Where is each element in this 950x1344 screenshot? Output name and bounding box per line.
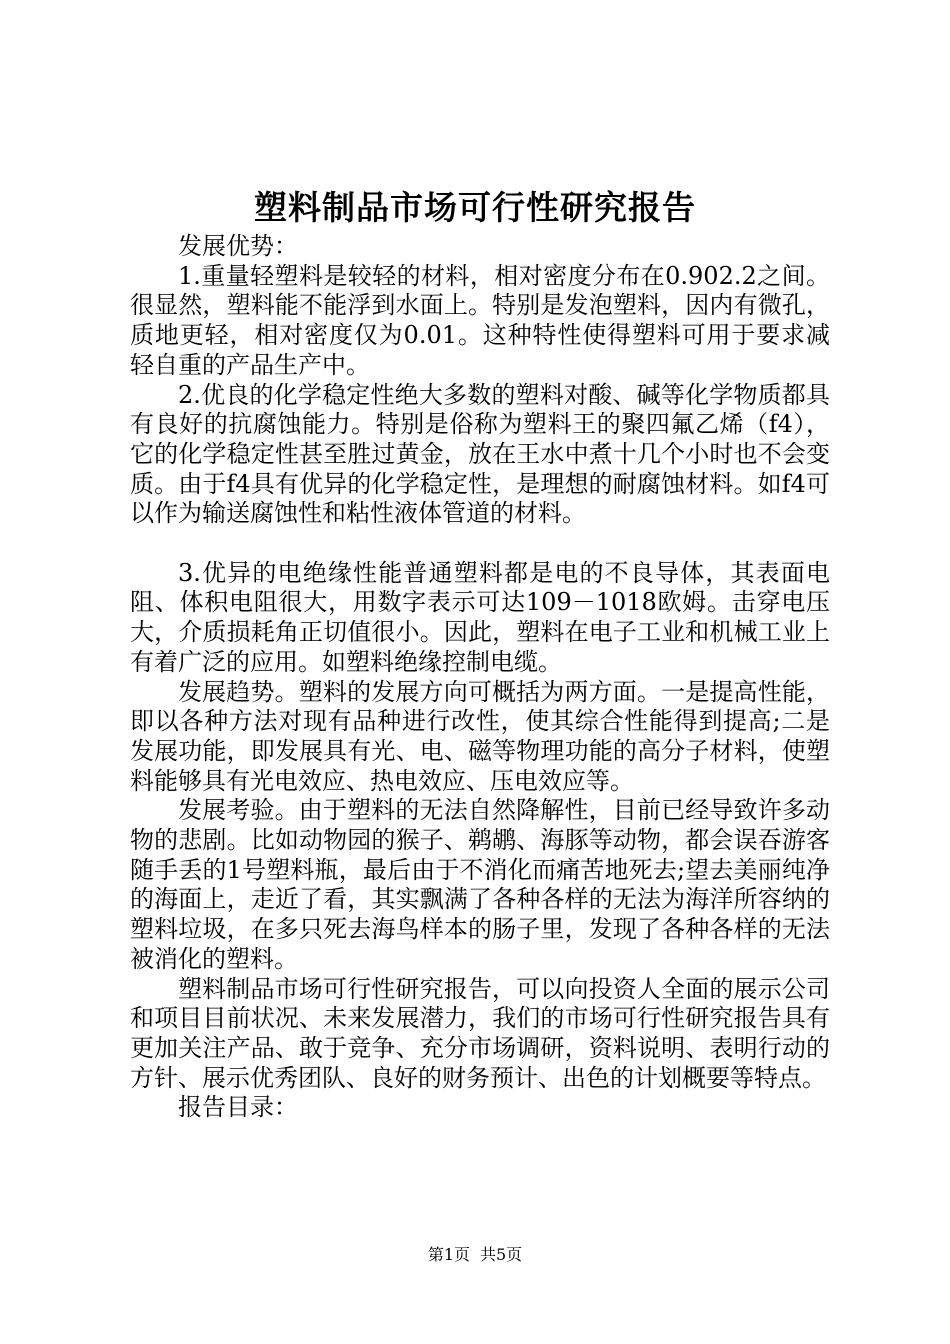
paragraph-challenge: 发展考验。由于塑料的无法自然降解性，目前已经导致许多动物的悲剧。比如动物园的猴子、鹈鹕、海豚等动物，都会误吞游客随手丢的1号塑料瓶，最后由于不消化而痛苦地死去;望去美丽纯净的海面上，走近了看，其实飘满了各种各样的无法为海洋所容纳的塑料垃圾，在多只死去海鸟样本的肠子里，发现了各种各样的无法被消化的塑料。 xyxy=(130,796,830,973)
document-title: 塑料制品市场可行性研究报告 xyxy=(254,188,696,227)
paragraph-heading-advantages: 发展优势： xyxy=(178,232,298,260)
paragraph-trend: 发展趋势。塑料的发展方向可概括为两方面。一是提高性能，即以各种方法对现有品种进行改性，使其综合性能得到提高;二是发展功能，即发展具有光、电、磁等物理功能的高分子材料，使塑料能够具有光电效应、热电效应、压电效应等。 xyxy=(130,677,830,795)
page-number: 第1页 xyxy=(427,1245,470,1264)
document-body xyxy=(130,232,830,1123)
paragraph-light-weight: 1.重量轻塑料是较轻的材料，相对密度分布在0.902.2之间。很显然，塑料能不能浮到水面上。特别是发泡塑料，因内有微孔，质地更轻，相对密度仅为0.01。这种特性使得塑料可用于要求减轻自重的产品生产中。 xyxy=(130,261,830,379)
page-footer xyxy=(0,1244,950,1266)
page-total: 共5页 xyxy=(480,1245,523,1264)
paragraph-electrical-insulation: 3.优异的电绝缘性能普通塑料都是电的不良导体，其表面电阻、体积电阻很大，用数字表示可达109－1018欧姆。击穿电压大，介质损耗角正切值很小。因此，塑料在电子工业和机械工业上有着广泛的应用。如塑料绝缘控制电缆。 xyxy=(130,558,830,676)
paragraph-chemical-stability: 2.优良的化学稳定性绝大多数的塑料对酸、碱等化学物质都具有良好的抗腐蚀能力。特别是俗称为塑料王的聚四氟乙烯（f4），它的化学稳定性甚至胜过黄金，放在王水中煮十几个小时也不会变质。由于f4具有优异的化学稳定性，是理想的耐腐蚀材料。如f4可以作为输送腐蚀性和粘性液体管道的材料。 xyxy=(130,380,830,528)
paragraph-heading-contents: 报告目录： xyxy=(178,1093,298,1122)
paragraph-report-summary: 塑料制品市场可行性研究报告，可以向投资人全面的展示公司和项目目前状况、未来发展潜力，我们的市场可行性研究报告具有更加关注产品、敢于竞争、充分市场调研，资料说明、表明行动的方针、展示优秀团队、良好的财务预计、出色的计划概要等特点。 xyxy=(130,974,830,1092)
